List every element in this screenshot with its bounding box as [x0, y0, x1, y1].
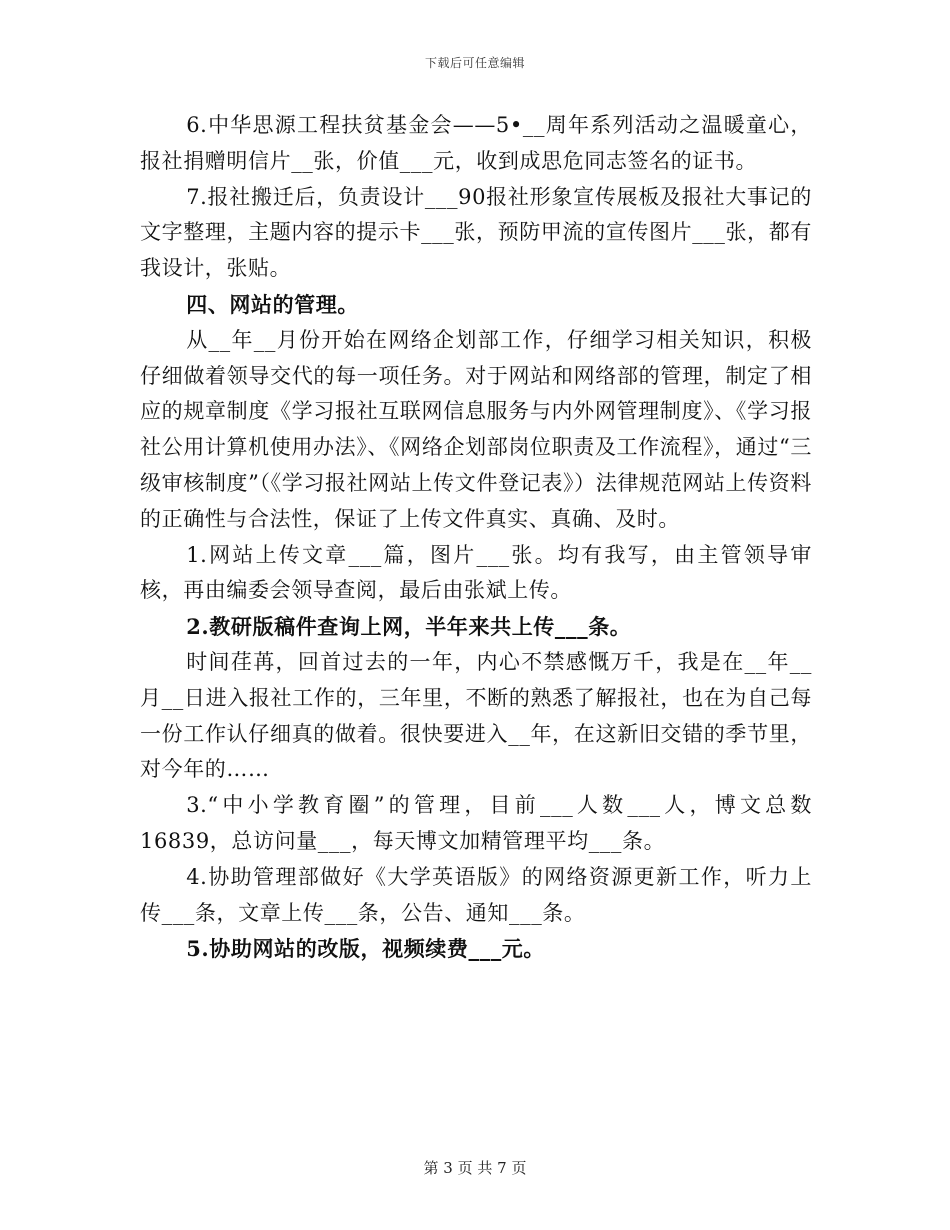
paragraph-intro: 从__年__月份开始在网络企划部工作，仔细学习相关知识，积极仔细做着领导交代的每一项任务。对于网站和网络部的管理，制定了相应的规章制度《学习报社互联网信息服务与内外网管理制度》、《学习报社公用计算机使用办法》、《网络企划部岗位职责及工作流程》，通过“三级审核制度”（《学习报社网站上传文件登记表》）法律规范网站上传资料的正确性与合法性，保证了上传文件真实、真确、及时。	[140, 327, 812, 531]
section-heading-website-management: 四、网站的管理。	[186, 291, 359, 317]
paragraph-item-4: 4.协助管理部做好《大学英语版》的网络资源更新工作，听力上传___条，文章上传___条，公告、通知___条。	[140, 864, 812, 925]
paragraph-item-2: 2.教研版稿件查询上网，半年来共上传___条。	[186, 614, 632, 640]
paragraph-item-7: 7.报社搬迁后，负责设计___90报社形象宣传展板及报社大事记的文字整理，主题内容的提示卡___张，预防甲流的宣传图片___张，都有我设计，张贴。	[140, 184, 812, 281]
paragraph-item-1: 1.网站上传文章___篇，图片___张。均有我写，由主管领导审核，再由编委会领导查阅，最后由张斌上传。	[140, 542, 812, 603]
page-header: 下载后可任意编辑	[424, 56, 525, 70]
paragraph-item-5: 5.协助网站的改版，视频续费___元。	[186, 936, 546, 962]
paragraph-reflection: 时间荏苒，回首过去的一年，内心不禁感慨万千，我是在__年__月__日进入报社工作的，三年里，不断的熟悉了解报社，也在为自己每一份工作认仔细真的做着。很快要进入__年，在这新旧交错的季节里，对今年的……	[140, 649, 812, 782]
paragraph-item-3: 3.“中小学教育圈”的管理，目前___人数___人，博文总数16839，总访问量___，每天博文加精管理平均___条。	[140, 793, 812, 853]
paragraph-item-6: 6.中华思源工程扶贫基金会——5•__周年系列活动之温暖童心，报社捐赠明信片__张，价值___元，收到成思危同志签名的证书。	[140, 113, 812, 173]
document-body	[140, 108, 812, 967]
page-footer: 第 3 页 共 7 页	[423, 1159, 527, 1177]
